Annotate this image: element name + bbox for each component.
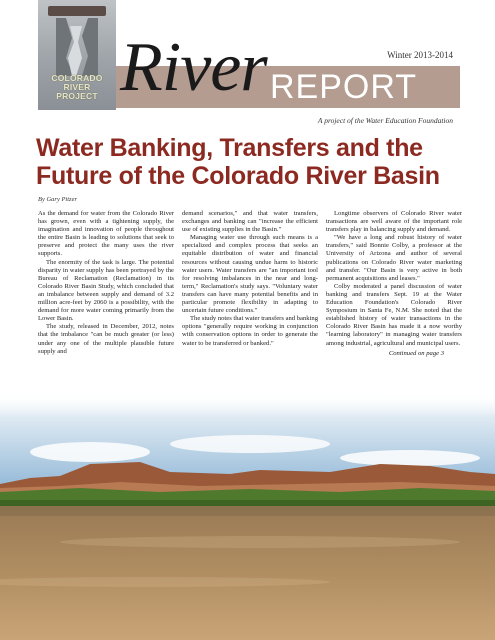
- canyon-icon: [52, 18, 102, 76]
- column-1-paragraph: The study, released in December, 2012, notes that the imbalance "can be much greater (or less) under any one of the multiple plausible future supply and: [38, 323, 174, 355]
- issue-date: Winter 2013-2014: [387, 50, 453, 60]
- logo-cap-shape: [48, 6, 106, 16]
- article-column-3: [326, 210, 462, 358]
- column-3-paragraph: Longtime observers of Colorado River water transactions are well aware of the important role transfers play in balancing supply and demand.: [326, 210, 462, 234]
- column-2-paragraph: Managing water use through such means is a specialized and complex process that seeks an equitable distribution of water and financial resources without causing undue harm to historic water users. Water transfers are "an important tool for resolving imbalances in the near and long-term," Reclamation's study says. "Voluntary water transfers can have many potential benefits and in particular promote flexibility in adapting to uncertain future conditions.": [182, 234, 318, 315]
- article-byline: By Gary Pitzer: [38, 196, 77, 203]
- article-column-1: [38, 210, 174, 356]
- colorado-river-project-logo: [38, 0, 116, 110]
- article-headline: Water Banking, Transfers and the Future of the Colorado River Basin: [36, 134, 440, 190]
- landscape-image: [0, 392, 495, 640]
- column-3-paragraph: "We have a long and robust history of water transfers," said Bonnie Colby, a professor at the University of Arizona and author of several publications on Colorado River water marketing and transfer. "Our Basin is very active in both permanent acquisitions and leases.": [326, 234, 462, 282]
- river-landscape-photo: [0, 392, 495, 640]
- article-column-2: [182, 210, 318, 348]
- logo-text-line3: PROJECT: [56, 91, 98, 101]
- logo-text-line1: COLORADO: [51, 73, 103, 83]
- masthead-title-river: River: [120, 29, 267, 106]
- column-2-paragraph: The study notes that water transfers and banking options "generally require working in conjunction with conservation options in order to generate the water to be transferred or banked.": [182, 315, 318, 347]
- continued-link[interactable]: Continued on page 3: [388, 349, 444, 357]
- logo-text-line2: RIVER: [63, 82, 91, 92]
- masthead-title-report: REPORT: [270, 68, 418, 106]
- column-1-paragraph: As the demand for water from the Colorado River has grown, even with a tightening supply, the imagination and innovation of people throughout the entire Basin is leading to solutions that seek to preserve and protect the many uses the river supports.: [38, 210, 174, 258]
- column-3-paragraph: Colby moderated a panel discussion of water banking and transfers Sept. 19 at the Water Education Foundation's Colorado River Symposium in Santa Fe, N.M. She noted that the established history of water transactions in the Colorado River Basin has made it a now worthy "learning laboratory" in managing water transfers among industrial, agricultural and municipal users.: [326, 282, 462, 347]
- tagline: A project of the Water Education Foundation: [317, 116, 453, 125]
- column-2-paragraph: demand scenarios," and that water transfers, exchanges and banking can "increase the efficient use of existing supplies in the Basin.": [182, 210, 318, 234]
- column-1-paragraph: The enormity of the task is large. The potential disparity in water supply has been portrayed by the Bureau of Reclamation (Reclamation) in its Colorado River Basin Study, which concluded that an imbalance between supply and demand of 3.2 million acre-feet by 2060 is a possibility, with the demand for more water coming primarily from the Lower Basin.: [38, 258, 174, 323]
